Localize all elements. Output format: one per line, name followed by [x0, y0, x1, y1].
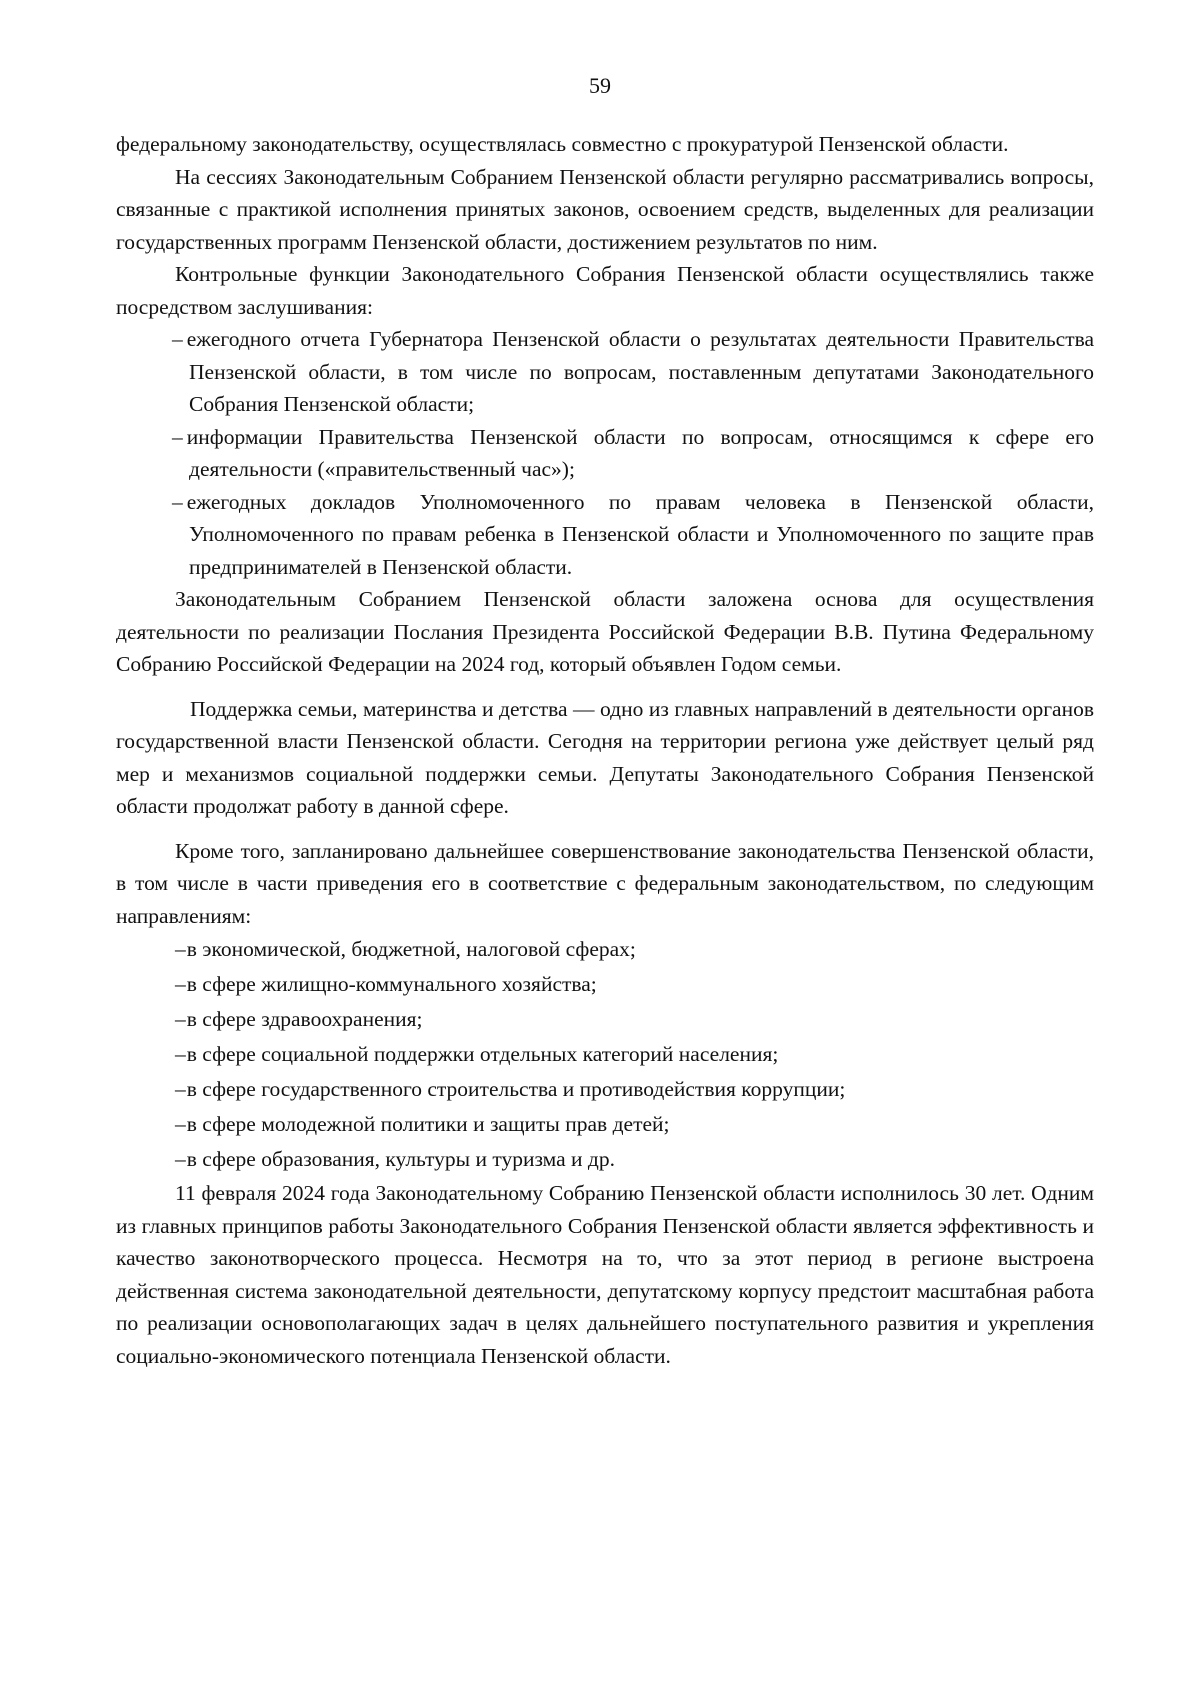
dash-marker: –: [175, 1042, 186, 1066]
dash-marker: –: [175, 1147, 186, 1171]
list-item: –в сфере социальной поддержки отдельных категорий населения;: [175, 1042, 779, 1066]
dash-marker: –: [172, 489, 183, 514]
dash-marker: –: [175, 1077, 186, 1101]
paragraph-family-support: Поддержка семьи, материнства и детства — одно из главных направлений в деятельности органов государственной власти Пензенской области. Сегодня на территории региона уже действует целый ряд мер и механизмов социальной поддержки семьи. Депутаты Законодательного Собрания Пензенской области продолжат работу в данной сфере.: [116, 696, 1094, 818]
paragraph-prosecutor: федеральному законодательству, осуществлялась совместно с прокуратурой Пензенской области.: [116, 132, 1009, 156]
dash-marker: –: [175, 937, 186, 961]
paragraph-planned-improvements: Кроме того, запланировано дальнейшее совершенствование законодательства Пензенской области, в том числе в части приведения его в соответствие с федеральным законодательством, по следующим направлениям:: [116, 838, 1094, 928]
list-item: –в экономической, бюджетной, налоговой сферах;: [175, 937, 636, 961]
list-item: –в сфере здравоохранения;: [175, 1007, 423, 1031]
hearings-list: [116, 323, 1094, 583]
paragraph-sessions: На сессиях Законодательным Собранием Пензенской области регулярно рассматривались вопросы, связанные с практикой исполнения принятых законов, освоением средств, выделенных для реализации государственных программ Пензенской области, достижением результатов по ним.: [116, 164, 1094, 254]
list-item: –в сфере жилищно-коммунального хозяйства;: [175, 972, 597, 996]
dash-marker: –: [175, 972, 186, 996]
paragraph-anniversary: 11 февраля 2024 года Законодательному Собранию Пензенской области исполнилось 30 лет. Одним из главных принципов работы Законодательного Собрания Пензенской области является эффективность и качество законотворческого процесса. Несмотря на то, что за этот период в регионе выстроена действенная система законодательной деятельности, депутатскому корпусу предстоит масштабная работа по реализации основополагающих задач в целях дальнейшего поступательного развития и укрепления социально-экономического потенциала Пензенской области.: [116, 1181, 1094, 1368]
paragraph-presidential-address: Законодательным Собранием Пензенской области заложена основа для осуществления деятельности по реализации Послания Президента Российской Федерации В.В. Путина Федеральному Собранию Российской Федерации на 2024 год, который объявлен Годом семьи.: [116, 587, 1094, 676]
document-body: [116, 128, 1094, 1372]
list-item: –в сфере образования, культуры и туризма и др.: [175, 1147, 615, 1171]
list-item: – информации Правительства Пензенской области по вопросам, относящимся к сфере его деятельности («правительственный час»);: [172, 424, 1094, 481]
list-item: –в сфере молодежной политики и защиты прав детей;: [175, 1112, 670, 1136]
list-item: – ежегодных докладов Уполномоченного по правам человека в Пензенской области, Уполномоченного по правам ребенка в Пензенской области и Уполномоченного по защите прав предпринимателей в Пензенской области.: [172, 489, 1094, 579]
dash-marker: –: [172, 424, 183, 449]
dash-marker: –: [175, 1112, 186, 1136]
directions-list: [116, 932, 1094, 1177]
dash-marker: –: [175, 1007, 186, 1031]
list-item: – ежегодного отчета Губернатора Пензенской области о результатах деятельности Правительства Пензенской области, в том числе по вопросам, поставленным депутатами Законодательного Собрания Пензенской области;: [172, 327, 1094, 416]
page-number: 59: [589, 73, 611, 98]
dash-marker: –: [172, 327, 183, 351]
list-item: –в сфере государственного строительства и противодействия коррупции;: [175, 1077, 846, 1101]
paragraph-control-functions: Контрольные функции Законодательного Собрания Пензенской области осуществлялись также посредством заслушивания:: [116, 262, 1094, 319]
